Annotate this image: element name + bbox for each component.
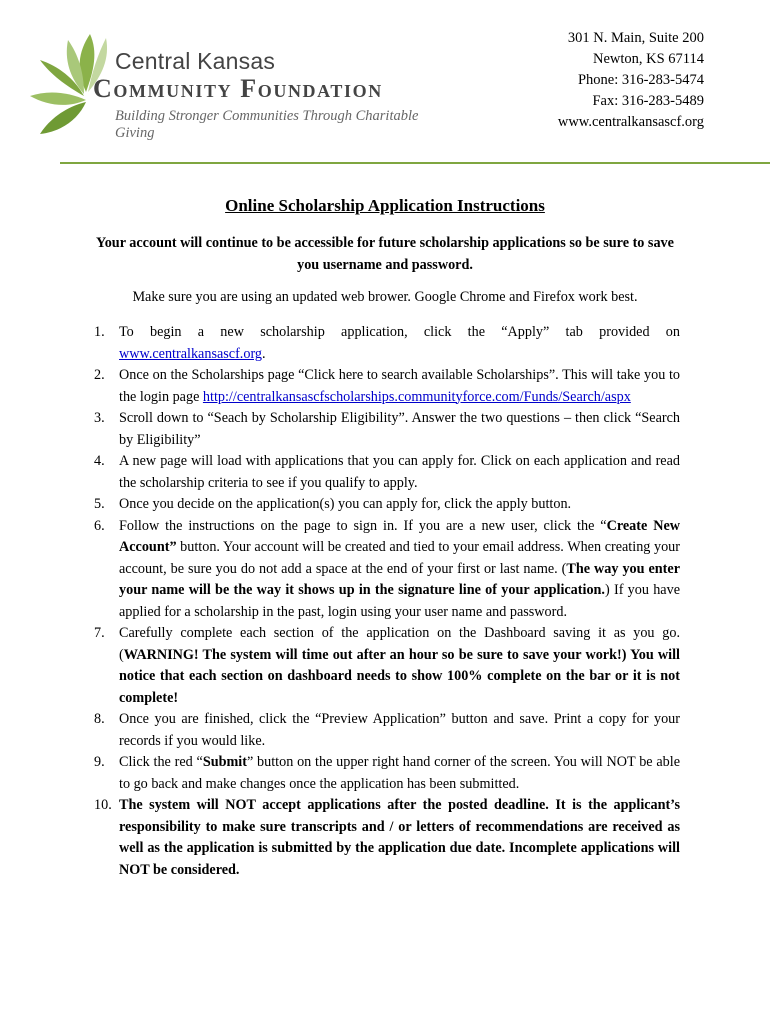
instruction-step [94,795,680,881]
org-name-line2: Community Foundation [93,74,383,103]
phone-number: Phone: 316-283-5474 [577,72,704,88]
step-emphasis: The way you enter your name will be the way it shows up in the signature line of your application. [119,560,681,598]
step-text: Scroll down to “Seach by Scholarship Eligibility”. Answer the two questions – then click “Search by Eligibility” [119,410,680,448]
step-number: 7. [94,625,105,641]
step-text: Follow the instructions on the page to sign in. If you are a new user, click the “ [119,517,607,534]
step-emphasis: Create New Account” [119,517,680,555]
step-number: 5. [94,496,105,512]
page-title: Online Scholarship Application Instructions [225,196,545,215]
step-text: . [262,345,266,362]
instruction-step [94,752,680,795]
instruction-step [94,451,680,494]
step-text: A new page will load with applications that you can apply for. Click on each application and read the scholarship criteria to see if you qualify to apply. [119,453,680,491]
step-text: Once on the Scholarships page “Click here to search available Scholarships”. This will take you to the login page [119,367,680,405]
step-text: Click the red “ [119,754,203,770]
browser-note: Make sure you are using an updated web brower. Google Chrome and Firefox work best. [132,289,638,305]
instruction-list [94,322,680,881]
step-number: 1. [94,324,105,340]
header-divider [60,162,770,164]
step-number: 3. [94,410,105,426]
account-notice: Your account will continue to be accessible for future scholarship applications so be sure to save you username and password. [96,235,674,273]
website: www.centralkansascf.org [557,114,704,130]
step-text: ) If you have applied for a scholarship in the past, login using your user name and password. [119,582,680,620]
address-city: Newton, KS 67114 [592,51,704,67]
org-name-line1: Central Kansas [115,48,276,74]
foundation-logo [28,30,458,140]
step-link[interactable]: www.centralkansascf.org [119,345,263,362]
instruction-step [94,709,680,752]
org-tagline: Building Stronger Communities Through Charitable Giving [115,108,419,141]
contact-address [558,28,704,133]
step-emphasis: The system will NOT accept applications after the posted deadline. It is the applicant’s responsibility to make sure transcripts and / or letters of recommendations are received as well as the application is submitted by the application due date. Incomplete applications will NOT be considered. [119,797,680,878]
step-number: 4. [94,453,105,469]
step-number: 10. [94,797,112,813]
step-number: 9. [94,754,105,770]
step-text: Once you are finished, click the “Preview Application” button and save. Print a copy for your records if you would like. [119,711,680,749]
step-emphasis: Submit [202,754,247,770]
fax-number: Fax: 316-283-5489 [592,93,704,109]
step-text: ” button on the upper right hand corner of the screen. You will NOT be able to go back and make changes once the application has been submitted. [119,754,680,792]
step-text: Carefully complete each section of the application on the Dashboard saving it as you go. ( [119,625,680,663]
step-text: button. Your account will be created and tied to your email address. When creating your account, be sure you do not add a space at the end of your first or last name. ( [119,539,680,577]
instruction-step [94,365,680,408]
step-text: Once you decide on the application(s) you can apply for, click the apply button. [119,496,572,512]
instruction-step [94,494,680,516]
instruction-step [94,623,680,709]
address-line: 301 N. Main, Suite 200 [567,30,704,46]
instruction-step [94,322,680,365]
instruction-step [94,516,680,624]
step-number: 8. [94,711,105,727]
step-text: To begin a new scholarship application, click the “Apply” tab provided on [119,324,680,340]
step-link[interactable]: http://centralkansascfscholarships.communityforce.com/Funds/Search/aspx [202,388,631,405]
step-emphasis: WARNING! The system will time out after an hour so be sure to save your work!) You will notice that each section on dashboard needs to show 100% complete on the bar or it is not complete! [119,646,680,706]
instruction-step [94,408,680,451]
step-number: 6. [94,517,105,534]
step-number: 2. [94,367,105,383]
